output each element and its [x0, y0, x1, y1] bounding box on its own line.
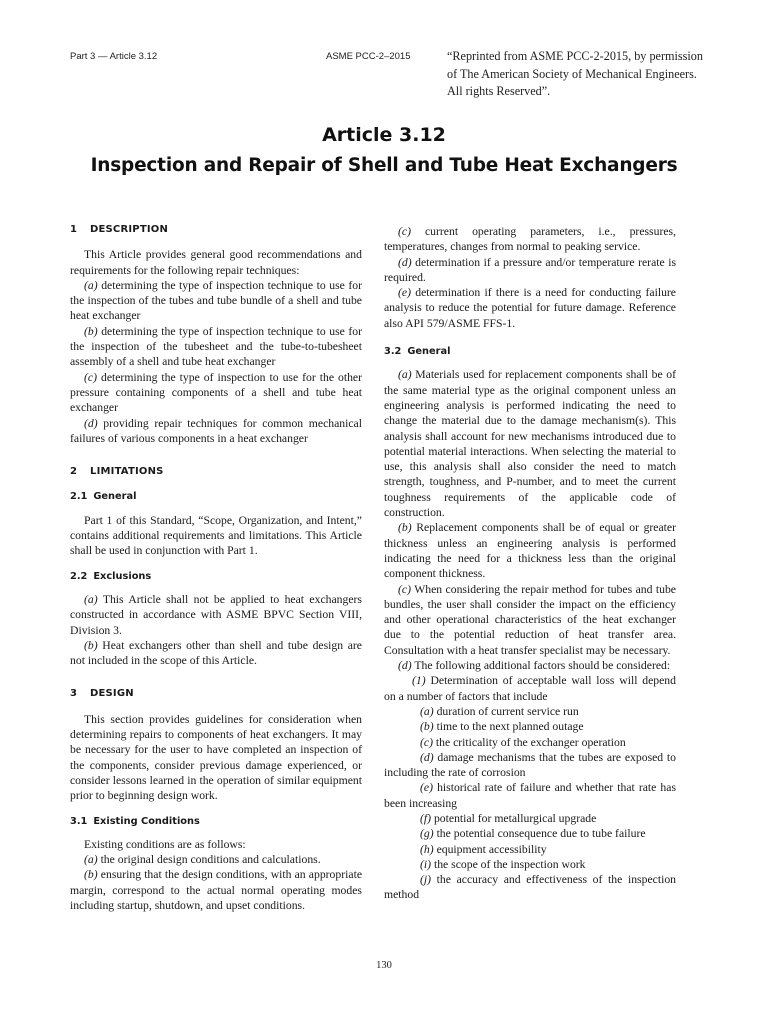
list-item: (a) determining the type of inspection technique to use for the inspection of the tubes and tube bundle of a shell and tube heat exchanger [70, 278, 363, 323]
reprint-line: of The American Society of Mechanical Engineers. [447, 66, 697, 81]
sub-sub-list-item: (i) the scope of the inspection work [420, 857, 586, 871]
list-item: (d) The following additional factors should be considered: [398, 659, 671, 673]
sub-sub-list-item: (e) historical rate of failure and whether that rate has been increasing [384, 781, 677, 810]
subsection-heading: 2.2 Exclusions [70, 570, 152, 582]
paragraph: This Article provides general good recommendations and requirements for the following repair techniques: [70, 248, 362, 277]
sub-sub-list-item: (f) potential for metallurgical upgrade [420, 811, 597, 825]
list-item: (c) current operating parameters, i.e., pressures, temperatures, changes from normal to peaking service. [384, 225, 677, 254]
sub-sub-list-item: (a) duration of current service run [420, 704, 579, 718]
list-item: (b) Replacement components shall be of equal or greater thickness unless an engineering analysis is performed indicating the need for a thickness less than the original component thickness. [384, 521, 677, 581]
list-item: (c) When considering the repair method for tubes and tube bundles, the user shall consider the impact on the efficiency and other operational characteristics of the heat exchanger due to the potential reduction of heat transfer area. Consultation with a heat transfer specialist may be necessary. [384, 582, 676, 657]
sub-list-item: (1) Determination of acceptable wall loss will depend on a number of factors that include [384, 674, 676, 703]
subsection-heading: 2.1 General [70, 491, 137, 503]
subsection-heading: 3.1 Existing Conditions [70, 815, 200, 827]
section-heading: 3 DESIGN [70, 688, 134, 700]
list-item: (a) Materials used for replacement components shall be of the same material type as the original component unless an engineering analysis is performed indicating the need to change the material due to the damage mechanism(s). This analysis shall account for new mechanisms introduced due to potential material interactions. When selecting the material to use, this analysis shall also consider the need to match strength, toughness, and P-number, and to meet the current toughness requirements of the applicable code of construction. [384, 368, 676, 520]
list-item: (d) determination if a pressure and/or temperature rerate is required. [384, 255, 676, 284]
sub-sub-list-item: (h) equipment accessibility [420, 842, 547, 856]
left-column [70, 222, 362, 913]
paragraph: Existing conditions are as follows: [84, 837, 246, 851]
sub-sub-list-item: (g) the potential consequence due to tube failure [420, 827, 646, 841]
reprint-notice [447, 48, 747, 101]
list-item: (a) This Article shall not be applied to heat exchangers constructed in accordance with ASME BPVC Section VIII, Division 3. [70, 592, 362, 637]
article-number: Article 3.12 [322, 124, 446, 146]
list-item: (e) determination if there is a need for conducting failure analysis to reduce the potential for future damage. Reference also API 579/ASME FFS-1. [384, 286, 676, 330]
article-title: Inspection and Repair of Shell and Tube Heat Exchangers [90, 155, 678, 176]
reprint-line: All rights Reserved”. [447, 84, 551, 98]
section-heading: 1 DESCRIPTION [70, 224, 169, 235]
section-heading: 2 LIMITATIONS [70, 466, 164, 478]
running-header-left: Part 3 — Article 3.12 [70, 51, 158, 62]
list-item: (b) Heat exchangers other than shell and tube design are not included in the scope of this Article. [70, 638, 362, 668]
sub-sub-list-item: (b) time to the next planned outage [420, 720, 584, 734]
paragraph: This section provides guidelines for consideration when determining repairs to components of heat exchangers. It may be necessary for the user to have completed an inspection of the components, consider previous damage experienced, or consider lessons learned in the operation of similar equipment prior to beginning design work. [70, 712, 362, 803]
running-header-center: ASME PCC-2–2015 [326, 51, 411, 62]
list-item: (c) determining the type of inspection to use for the other pressure containing components of a shell and tube heat exchanger [70, 370, 362, 415]
sub-sub-list-item: (c) the criticality of the exchanger operation [420, 735, 626, 749]
list-item: (d) providing repair techniques for common mechanical failures of various components in a heat exchanger [70, 416, 362, 445]
paragraph: Part 1 of this Standard, “Scope, Organization, and Intent,” contains additional requirements and limitations. This Article shall be used in conjunction with Part 1. [70, 513, 362, 558]
right-column [384, 224, 676, 903]
sub-sub-list-item: (d) damage mechanisms that the tubes are exposed to including the rate of corrosion [384, 750, 676, 780]
list-item: (b) ensuring that the design conditions, with an appropriate margin, correspond to the actual normal operating modes including startup, shutdown, and upset conditions. [70, 868, 363, 912]
list-item: (b) determining the type of inspection technique to use for the inspection of the tubesheet and the tube-to-tubesheet assembly of a shell and tube heat exchanger [70, 324, 363, 369]
reprint-line: “Reprinted from ASME PCC-2-2015, by permission [447, 49, 703, 63]
subsection-heading: 3.2 General [384, 346, 451, 358]
page-number: 130 [376, 960, 392, 971]
list-item: (a) the original design conditions and calculations. [84, 853, 321, 867]
sub-sub-list-item: (j) the accuracy and effectiveness of the inspection method [384, 873, 677, 902]
